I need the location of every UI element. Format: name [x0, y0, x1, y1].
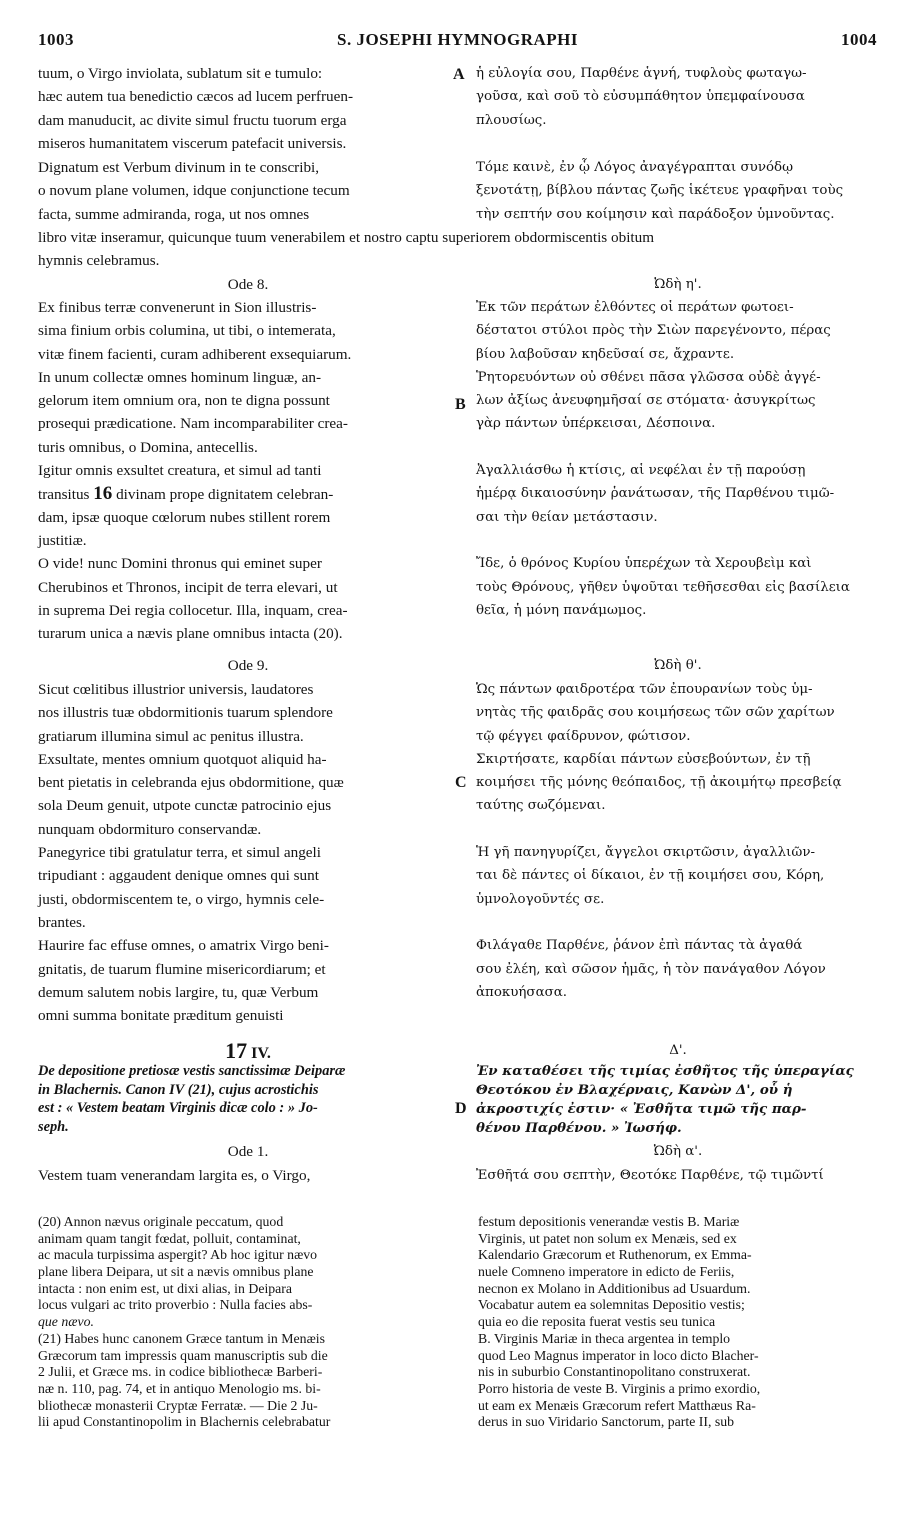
footnote-line: Vocabatur autem ea solemnitas Depositio vestis; [478, 1297, 745, 1313]
margin-mark-a: A [453, 66, 465, 83]
text-line: justitiæ. [38, 531, 87, 549]
footnote-line: nis in suburbio Constantinopolitano construxerat. [478, 1364, 751, 1380]
footnote-line: necnon ex Molano in Additionibus ad Usuardum. [478, 1280, 751, 1296]
text-line: ξενοτάτῃ, βίβλου πάντας ζωῆς ἱκέτευε γραφῆναι τοὺς [476, 183, 844, 199]
footnote-line: (21) Habes hunc canonem Græce tantum in Menæis [38, 1330, 325, 1346]
footnote-line: Porro historia de veste B. Virginis a primo exordio, [478, 1380, 761, 1396]
latin-last-line: Vestem tuam venerandam largita es, o Virgo, [38, 1167, 311, 1184]
text-line: demum salutem nobis largire, tu, quæ Verbum [38, 983, 319, 1001]
footnote-line: intacta : non enim est, ut dixi alias, in Deipara [38, 1280, 293, 1296]
footnote-line: locus vulgari ac trito proverbio : Nulla facies abs- [38, 1297, 313, 1313]
text-line: est : « Vestem beatam Virginis dicæ colo : » Jo- [38, 1100, 318, 1117]
text-line: O vide! nunc Domini thronus qui eminet super [38, 555, 322, 573]
text-line: De depositione pretiosæ vestis sanctissimæ Deiparæ [38, 1063, 346, 1079]
page-number-right: 1004 [841, 30, 877, 49]
footnote-line: quia eo die reposita fuerat vestis seu tunica [478, 1314, 716, 1330]
text-line: Ἴδε, ὁ θρόνος Κυρίου ὑπερέχων τὰ Χερουβεὶμ καὶ [476, 556, 812, 572]
ode-9-heading-latin: Ode 9. [227, 657, 269, 674]
text-line: omni summa bonitate præditum genuisti [38, 1007, 284, 1025]
text-line: Ex finibus terræ convenerunt in Sion illustris- [38, 299, 317, 316]
text-line: in suprema Dei regia collocetur. Illa, inquam, crea- [38, 601, 348, 619]
text-line: tripudiant : aggaudent denique omnes qui sunt [38, 867, 319, 885]
margin-mark-c: C [455, 774, 467, 791]
footnote-line: Kalendario Græcorum et Ruthenorum, ex Emma- [478, 1247, 752, 1263]
footnote-line: quod Leo Magnus imperator in loco dicto Blacher- [478, 1347, 759, 1363]
column-number-marker: 16 [93, 483, 113, 505]
text-line: turis omnibus, o Domina, antecellis. [38, 438, 258, 456]
text-line: Θεοτόκου ἐν Βλαχέρναις, Κανὼν Δ', οὗ ἡ [476, 1082, 793, 1098]
text-line: gelorum item omnium ora, non te digna possunt [38, 392, 330, 410]
text-line: βίου λαβοῦσαν κηδεῦσαί σε, ἄχραντε. [476, 346, 735, 362]
footnote-line: plane libera Deipara, ut sit a nævis omnibus plane [38, 1264, 314, 1280]
text-line: vitæ finem facienti, curam adhiberent exsequiarum. [38, 345, 352, 363]
text-line: Dignatum est Verbum divinum in te conscribi, [38, 159, 320, 176]
running-title: S. JOSEPHI HYMNOGRAPHI [337, 30, 578, 49]
text-line: gratiarum illumina simul ac penitus illustra. [38, 727, 304, 745]
text-line: In unum collectæ omnes hominum linguæ, an- [38, 368, 322, 386]
footnote-line: bliothecæ monasterii Cryptæ Ferratæ. — Die 2 Ju- [38, 1397, 318, 1413]
text-line: Exsultate, mentes omnium quotquot aliquid ha- [38, 750, 327, 768]
footnote-line: (20) Annon nævus originale peccatum, quod [38, 1214, 284, 1229]
text-segment: transitus [38, 486, 90, 504]
text-line: κοιμήσει τῆς μόνης θεόπαιδος, τῇ ἀκοιμήτῳ πρεσβείᾳ [476, 775, 842, 791]
footnote-line: derus in suo Viridario Sanctorum, parte II, sub [478, 1414, 735, 1430]
latin-block-3 [38, 296, 458, 645]
footnote-line: Græcorum tam impressis quam manuscriptis sub die [38, 1347, 328, 1363]
text-line: turarum unica a nævis plane omnibus intacta (20). [38, 625, 343, 643]
greek-block-2 [476, 156, 880, 226]
text-line: Igitur omnis exsultet creatura, et simul ad tanti [38, 462, 322, 480]
text-line: Ἐν καταθέσει τῆς τιμίας ἐσθῆτος τῆς ὑπεραγίας [476, 1063, 854, 1079]
text-line: ἡμέρᾳ δικαιοσύνην ῥανάτωσαν, τῆς Παρθένου τιμῶ- [476, 486, 835, 502]
text-line: δέστατοι στύλοι πρὸς τὴν Σιὼν παρεγένοντο, πέρας [476, 323, 831, 339]
text-line: tuum, o Virgo inviolata, sublatum sit e tumulo: [38, 65, 323, 82]
text-line: σαι τὴν θείαν μετάστασιν. [476, 509, 658, 525]
ode-8-heading-greek: Ὠδὴ η'. [654, 277, 702, 292]
text-line: Ἀγαλλιάσθω ἡ κτίσις, αἱ νεφέλαι ἐν τῇ παρούσῃ [476, 463, 806, 479]
text-line: θεῖα, ἡ μόνη πανάμωμος. [476, 602, 647, 618]
greek-block-4 [476, 678, 880, 1004]
text-line: Sicut cœlitibus illustrior universis, laudatores [38, 681, 314, 698]
text-line: hæc autem tua benedictio cæcos ad lucem perfruen- [38, 88, 354, 106]
text-line: nos illustris tuæ obdormitionis tuarum splendore [38, 704, 333, 722]
text-line: prosequi prædicatione. Nam incomparabiliter crea- [38, 415, 348, 433]
footnote-line: næ n. 110, pag. 74, et in antiquo Menologio ms. bi- [38, 1380, 321, 1396]
footnote-line: Virginis, ut patet non solum ex Menæis, sed ex [478, 1230, 737, 1246]
footnote-line: ut eam ex Menæis Græcorum refert Matthæus Ra- [478, 1397, 756, 1413]
text-line: τὴν σεπτήν σου κοίμησιν καὶ παράδοξον ὑμνοῦντας. [476, 206, 835, 222]
ode-8-heading-latin: Ode 8. [227, 276, 269, 293]
text-line: Ἐκ τῶν περάτων ἐλθόντες οἱ περάτων φωτοει- [476, 300, 794, 315]
latin-block-4 [38, 678, 458, 1027]
text-line: justi, obdormiscentem te, o virgo, hymnis cele- [38, 890, 325, 908]
text-line: in Blachernis. Canon IV (21), cujus acrostichis [38, 1081, 319, 1098]
text-line: o novum plane volumen, idque conjunctione tecum [38, 182, 350, 200]
margin-mark-b: B [455, 396, 466, 413]
greek-last-line: Ἐσθῆτά σου σεπτὴν, Θεοτόκε Παρθένε, τῷ τιμῶντί [476, 1168, 824, 1183]
text-line: ὑμνολογοῦντές σε. [476, 891, 605, 907]
text-line: sola Deum genuit, utpote cunctæ patrocinio ejus [38, 797, 332, 815]
text-line: Φιλάγαθε Παρθένε, ῥάνον ἐπὶ πάντας τὰ ἀγαθά [476, 938, 803, 954]
text-line: ἀκροστιχίς ἐστιν· « Ἐσθῆτα τιμῶ τῆς παρ- [476, 1101, 807, 1117]
text-segment: divinam prope dignitatem celebran- [116, 486, 334, 504]
text-line: ἡ εὐλογία σου, Παρθένε ἁγνή, τυφλοὺς φωταγω- [476, 66, 807, 81]
margin-mark-d: D [455, 1100, 467, 1117]
footnote-line: 2 Julii, et Græce ms. in codice bibliothecæ Barberi- [38, 1364, 323, 1380]
text-line: nunquam obdormituro conservandæ. [38, 820, 262, 838]
text-line: Ῥητορευόντων οὐ σθένει πᾶσα γλῶσσα οὐδὲ ἀγγέ- [476, 369, 821, 385]
text-line: seph. [38, 1118, 69, 1135]
text-line: ται δὲ πάντες οἱ δίκαιοι, ἐν τῇ κοιμήσει σου, Κόρη, [476, 868, 825, 884]
page-number-left: 1003 [38, 30, 74, 49]
full-width-line: hymnis celebramus. [38, 252, 160, 269]
text-line [38, 482, 458, 505]
text-line: brantes. [38, 913, 86, 931]
footnotes-left [38, 1214, 458, 1431]
full-width-line: libro vitæ inseramur, quicunque tuum venerabilem et nostro captu superiorem obdormiscentis obitum [38, 229, 655, 246]
greek-block-1 [476, 62, 880, 132]
footnote-line: festum depositionis venerandæ vestis B. Mariæ [478, 1214, 740, 1229]
text-line: bent pietatis in celebranda ejus obdormitione, quæ [38, 774, 344, 792]
text-line: gnitatis, de tuarum flumine misericordiarum; et [38, 960, 326, 978]
footnote-line: animam quam tangit fœdat, polluit, contaminat, [38, 1230, 301, 1246]
latin-block-1 [38, 62, 458, 155]
canon-title-latin [38, 1062, 458, 1136]
text-line: dam manuducit, ac divite simul fructu tuorum erga [38, 111, 347, 129]
text-line: πλουσίως. [476, 112, 547, 128]
text-line: Haurire fac effuse omnes, o amatrix Virgo beni- [38, 937, 329, 955]
footnotes-right [478, 1214, 882, 1431]
text-line: sima finium orbis columina, ut tibi, o intemerata, [38, 322, 336, 340]
ode-1-heading-greek: Ὠδὴ α'. [653, 1144, 703, 1159]
text-line: γοῦσα, καὶ σοῦ τὸ εὐσυμπάθητον ὑπεμφαίνουσα [476, 89, 805, 105]
text-line: νητὰς τῆς φαιδρᾶς σου κοιμήσεως τῶν σῶν χαρίτων [476, 705, 835, 721]
text-line: Σκιρτήσατε, καρδίαι πάντων εὐσεβούντων, ἐν τῇ [476, 751, 811, 767]
section-roman-numeral: IV. [251, 1045, 271, 1062]
text-line: ταύτης σωζόμεναι. [476, 798, 606, 814]
text-line: Ὡς πάντων φαιδροτέρα τῶν ἐπουρανίων τοὺς ὑμ- [476, 682, 813, 697]
footnote-line: ac macula turpissima aspergit? Ab hoc igitur nævo [38, 1247, 318, 1263]
greek-block-3 [476, 296, 880, 622]
text-line: miseros humanitatem viscerum patefacit universis. [38, 134, 347, 152]
text-line: dam, ipsæ quoque cœlorum nubes stillent rorem [38, 508, 331, 526]
text-line: Ἡ γῆ πανηγυρίζει, ἄγγελοι σκιρτῶσιν, ἀγαλλιῶν- [476, 845, 815, 861]
text-line: Τόμε καινὲ, ἐν ᾧ Λόγος ἀναγέγραπται συνόδῳ [476, 160, 794, 175]
latin-block-2 [38, 156, 458, 226]
ode-1-heading-latin: Ode 1. [227, 1143, 269, 1160]
text-line: λων ἀξίως ἀνευφημῆσαί σε στόματα· ἀσυγκρίτως [476, 393, 816, 409]
footnote-line: lii apud Constantinopolim in Blachernis celebrabatur [38, 1414, 331, 1430]
text-line: γὰρ πάντων ὑπέρκεισαι, Δέσποινα. [476, 416, 716, 432]
footnote-line: nuele Comneno imperatore in edicto de Feriis, [478, 1264, 735, 1280]
footnote-line: B. Virginis Mariæ in theca argentea in templo [478, 1330, 731, 1346]
section-number: 17 [225, 1038, 248, 1063]
text-line: σου ἐλέη, καὶ σῶσον ἡμᾶς, ἡ τὸν πανάγαθον Λόγον [476, 961, 826, 977]
text-line: facta, summe admiranda, roga, ut nos omnes [38, 205, 310, 223]
text-line: Cherubinos et Thronos, incipit de terra elevari, ut [38, 578, 338, 596]
text-line: ἀποκυήσασα. [476, 984, 568, 1000]
footnote-line: que nævo. [38, 1314, 94, 1330]
greek-section-heading: Δ'. [669, 1043, 687, 1058]
text-line: Panegyrice tibi gratulatur terra, et simul angeli [38, 844, 321, 862]
canon-title-greek [476, 1062, 880, 1138]
text-line: τοὺς Θρόνους, γῆθεν ὑψοῦται τεθῆσεσθαι εἰς βασίλεια [476, 579, 850, 595]
ode-9-heading-greek: Ὠδὴ θ'. [654, 658, 702, 673]
text-line: τῷ φέγγει φαίδρυνον, φώτισον. [476, 728, 691, 744]
text-line: θένου Παρθένου. » Ἰωσήφ. [476, 1120, 682, 1136]
